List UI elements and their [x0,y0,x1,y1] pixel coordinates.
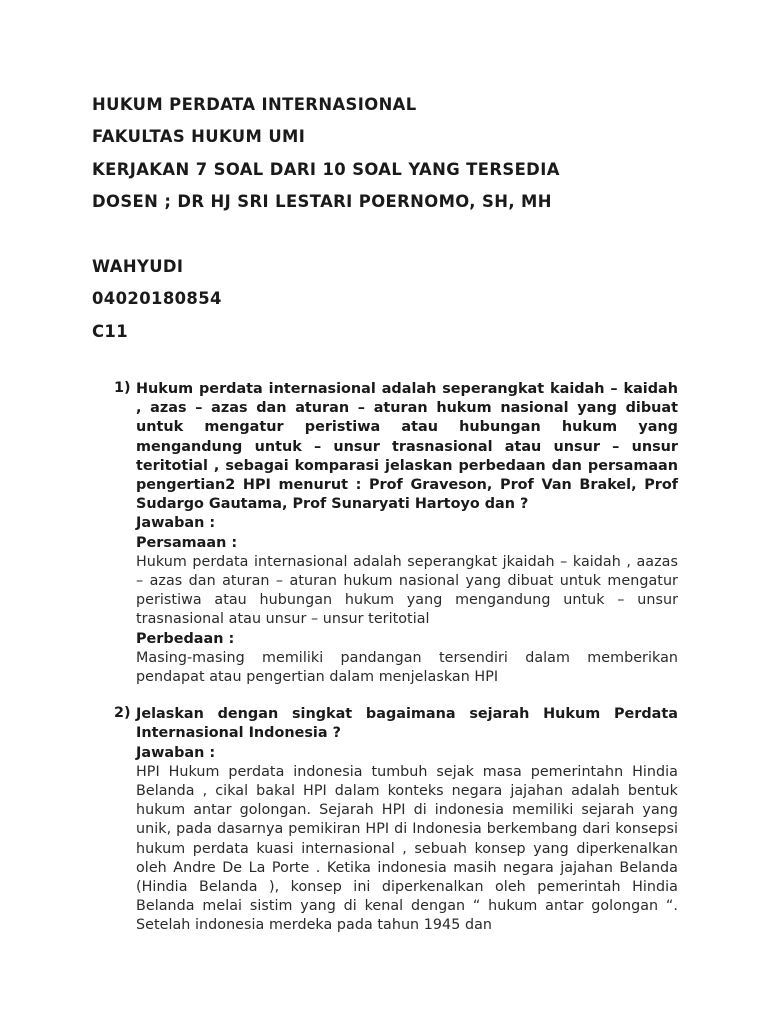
student-nim: 04020180854 [92,289,222,309]
course-title: HUKUM PERDATA INTERNASIONAL [92,95,417,114]
faculty-line: FAKULTAS HUKUM UMI [92,127,306,147]
student-name: WAHYUDI [92,257,184,276]
question-number: 2) [114,705,131,722]
instruction-line: KERJAKAN 7 SOAL DARI 10 SOAL YANG TERSEDIA [92,159,560,179]
jawaban-label: Jawaban : [136,515,216,532]
persamaan-text: Hukum perdata internasional adalah seperangkat jkaidah – kaidah , aazas – azas dan aturan – aturan hukum nasional yang dibuat untuk mengatur peristiwa atau hubungan hukum yang mengandung untuk – unsur trasnasional atau unsur – unsur teritotial [136,553,678,628]
question-number: 1) [114,380,131,396]
question-list [114,380,678,936]
perbedaan-label: Perbedaan : [136,630,235,647]
persamaan-label: Persamaan : [136,534,238,551]
student-class: C11 [92,321,129,341]
question-item [114,380,678,687]
jawaban-label: Jawaban : [136,744,216,761]
question-text: Jelaskan dengan singkat bagaimana sejarah Hukum Perdata Internasional Indonesia ? [136,706,678,742]
question-text: Hukum perdata internasional adalah seperangkat kaidah – kaidah , azas – azas dan aturan – aturan hukum nasional yang dibuat untuk mengatur peristiwa atau hubungan hukum yang mengandung untuk – unsur trasnasional atau unsur – unsur teritotial , sebagai komparasi jelaskan perbedaan dan persamaan pengertian2 HPI menurut : Prof Graveson, Prof Van Brakel, Prof Sudargo Gautama, Prof Sunaryati Hartoyo dan ? [136,381,678,513]
student-info [92,255,222,352]
answer-text: HPI Hukum perdata indonesia tumbuh sejak masa pemerintahn Hindia Belanda , cikal bakal HPI dalam konteks negara jajahan adalah bentuk hukum antar golongan. Sejarah HPI di indonesia memiliki sejarah yang unik, pada dasarnya pemikiran HPI di Indonesia berkembang dari konsepsi hukum perdata kuasi internasional , sebuah konsep yang diperkenalkan oleh Andre De La Porte . Ketika indonesia masih negara jajahan Belanda (Hindia Belanda ), konsep ini diperkenalkan oleh pemerintah Hindia Belanda melai sistim yang di kenal dengan “ hukum antar golongan “. Setelah indonesia merdeka pada tahun 1945 dan [136,763,678,934]
lecturer-line: DOSEN ; DR HJ SRI LESTARI POERNOMO, SH, MH [92,191,552,211]
question-item [114,705,678,935]
perbedaan-text: Masing-masing memiliki pandangan tersendiri dalam memberikan pendapat atau pengertian dalam menjelaskan HPI [136,649,678,686]
document-header [92,93,560,222]
